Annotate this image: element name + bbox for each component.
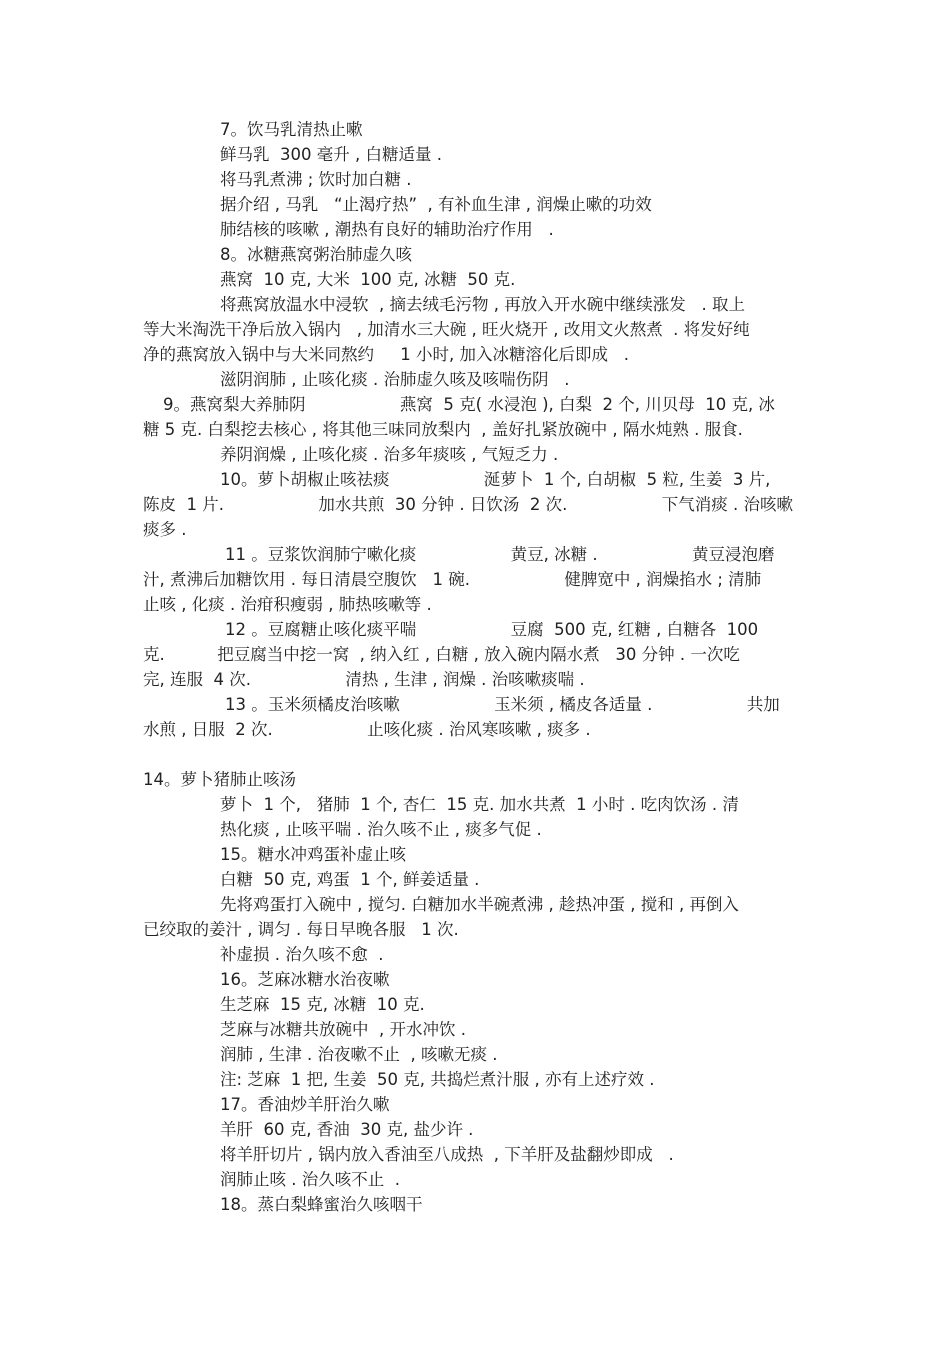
text-line: 13 。玉米须橘皮治咳嗽 玉米须 , 橘皮各适量 . 共加 xyxy=(225,695,780,714)
text-line: 生芝麻 15 克, 冰糖 10 克. xyxy=(220,995,425,1014)
text-line: 12 。豆腐糖止咳化痰平喘 豆腐 500 克, 红糖 , 白糖各 100 xyxy=(225,620,759,639)
text-line: 润肺 , 生津 . 治夜嗽不止 , 咳嗽无痰 . xyxy=(220,1045,498,1064)
text-line: 17。香油炒羊肝治久嗽 xyxy=(220,1095,390,1114)
text-line: 补虚损 . 治久咳不愈 . xyxy=(220,945,384,964)
text-line: 白糖 50 克, 鸡蛋 1 个, 鲜姜适量 . xyxy=(220,870,480,889)
text-line: 7。饮马乳清热止嗽 xyxy=(220,120,363,139)
text-line: 9。燕窝梨大养肺阴 燕窝 5 克( 水浸泡 ), 白梨 2 个, 川贝母 10 克, 冰 xyxy=(163,395,775,414)
text-line: 水煎 , 日服 2 次. 止咳化痰 . 治风寒咳嗽 , 痰多 . xyxy=(143,720,591,739)
text-line: 16。芝麻冰糖水治夜嗽 xyxy=(220,970,390,989)
text-line: 羊肝 60 克, 香油 30 克, 盐少许 . xyxy=(220,1120,474,1139)
text-line: 燕窝 10 克, 大米 100 克, 冰糖 50 克. xyxy=(220,270,516,289)
text-line: 滋阴润肺 , 止咳化痰 . 治肺虚久咳及咳喘伤阴 . xyxy=(220,370,570,389)
text-line: 净的燕窝放入锅中与大米同熬约 1 小时, 加入冰糖溶化后即成 . xyxy=(143,345,629,364)
text-line: 糖 5 克. 白梨挖去核心 , 将其他三味同放梨内 , 盖好扎紧放碗中 , 隔水炖熟 . 服食. xyxy=(143,420,743,439)
text-line: 已绞取的姜汁 , 调匀 . 每日早晚各服 1 次. xyxy=(143,920,459,939)
text-line: 鲜马乳 300 毫升 , 白糖适量 . xyxy=(220,145,442,164)
text-line: 肺结核的咳嗽 , 潮热有良好的辅助治疗作用 . xyxy=(220,220,554,239)
text-line: 痰多 . xyxy=(143,520,187,539)
text-line: 止咳 , 化痰 . 治疳积瘦弱 , 肺热咳嗽等 . xyxy=(143,595,432,614)
text-line: 注: 芝麻 1 把, 生姜 50 克, 共捣烂煮汁服 , 亦有上述疗效 . xyxy=(220,1070,655,1089)
text-line: 将马乳煮沸 ; 饮时加白糖 . xyxy=(220,170,412,189)
text-line: 据介绍 , 马乳 “止渴疗热” , 有补血生津 , 润燥止嗽的功效 xyxy=(220,195,652,214)
text-line: 萝卜 1 个, 猪肺 1 个, 杏仁 15 克. 加水共煮 1 小时 . 吃肉饮汤 . 清 xyxy=(220,795,739,814)
text-line: 15。糖水冲鸡蛋补虚止咳 xyxy=(220,845,406,864)
text-line: 克. 把豆腐当中挖一窝 , 纳入红 , 白糖 , 放入碗内隔水煮 30 分钟 . 一次吃 xyxy=(143,645,740,664)
text-line: 将燕窝放温水中浸软 , 摘去绒毛污物 , 再放入开水碗中继续涨发 . 取上 xyxy=(220,295,745,314)
text-line: 陈皮 1 片. 加水共煎 30 分钟 . 日饮汤 2 次. 下气消痰 . 治咳嗽 xyxy=(143,495,793,514)
text-line: 等大米淘洗干净后放入锅内 , 加清水三大碗 , 旺火烧开 , 改用文火熬煮 . 将发好纯 xyxy=(143,320,750,339)
text-line: 18。蒸白梨蜂蜜治久咳咽干 xyxy=(220,1195,423,1214)
text-line: 润肺止咳 . 治久咳不止 . xyxy=(220,1170,400,1189)
text-line: 14。萝卜猪肺止咳汤 xyxy=(143,770,296,789)
text-line: 汁, 煮沸后加糖饮用 . 每日清晨空腹饮 1 碗. 健脾宽中 , 润燥掐水 ; 清肺 xyxy=(143,570,762,589)
text-line: 完, 连服 4 次. 清热 , 生津 , 润燥 . 治咳嗽痰喘 . xyxy=(143,670,585,689)
text-line: 8。冰糖燕窝粥治肺虚久咳 xyxy=(220,245,412,264)
text-line: 11 。豆浆饮润肺宁嗽化痰 黄豆, 冰糖 . 黄豆浸泡磨 xyxy=(225,545,775,564)
text-line: 芝麻与冰糖共放碗中 , 开水冲饮 . xyxy=(220,1020,466,1039)
text-line: 先将鸡蛋打入碗中 , 搅匀. 白糖加水半碗煮沸 , 趁热冲蛋 , 搅和 , 再倒入 xyxy=(220,895,739,914)
text-line: 养阴润燥 , 止咳化痰 . 治多年痰咳 , 气短乏力 . xyxy=(220,445,559,464)
text-line: 将羊肝切片 , 锅内放入香油至八成热 , 下羊肝及盐翻炒即成 . xyxy=(220,1145,674,1164)
text-line: 10。萝卜胡椒止咳祛痰 涎萝卜 1 个, 白胡椒 5 粒, 生姜 3 片, xyxy=(220,470,771,489)
text-line: 热化痰 , 止咳平喘 . 治久咳不止 , 痰多气促 . xyxy=(220,820,542,839)
